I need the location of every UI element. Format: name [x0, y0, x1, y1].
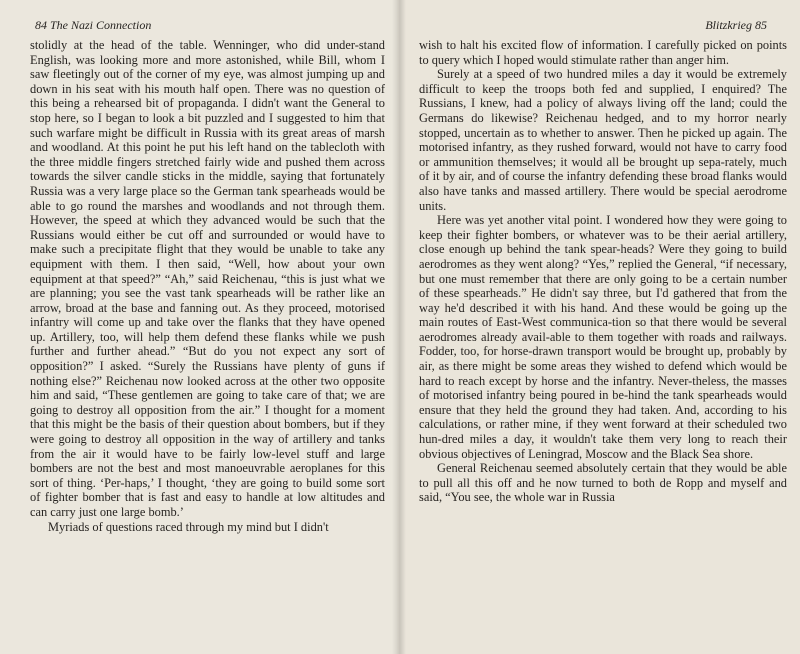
right-page-header: Blitzkrieg 85	[705, 18, 767, 32]
right-page-body	[419, 38, 787, 505]
left-page	[0, 0, 397, 654]
paragraph: Myriads of questions raced through my mind but I didn't	[48, 519, 329, 534]
paragraph: Here was yet another vital point. I wondered how they were going to keep their fighter bombers, or whatever was to be their aerial artillery, close enough up behind the tank spear-heads? Were they going to build aerodromes as they went along? “Yes,” replied the General, “if necessary, but one must remember that there are only going to be a certain number of these spearheads.” He didn't say three, but I'd gathered that from the way he'd described it with his hand. And these would be going up the main routes of East-West communica-tion so that there would be several aerodromes already avail-able to them together with roads and railways. Fodder, too, for horse-drawn transport would be brought up, probably by air, as there might be some areas they wished to defend which would be hard to reach except by horse and the infantry. Never-theless, the masses of motorised infantry being poured in be-hind the tank spearheads would ensure that they held the ground they had taken. And, according to his calculations, or rather mine, if they went forward at their scheduled two hun-dred miles a day, it wouldn't take them very long to reach their obvious objectives of Leningrad, Moscow and the Black Sea shore.	[419, 213, 787, 461]
paragraph: General Reichenau seemed absolutely certain that they would be able to pull all this off and he now turned to both de Ropp and myself and said, “You see, the whole war in Russia	[419, 461, 787, 505]
book-gutter	[392, 0, 406, 654]
paragraph: Surely at a speed of two hundred miles a day it would be extremely difficult to keep the troops both fed and supplied, I enquired? The Russians, I knew, had a policy of always living off the land; could the Germans do likewise? Reichenau hedged, and to my horror nearly stopped, uncertain as to whether to answer. Then he picked up again. The motorised infantry, as they rushed forward, would not have to carry food or ammunition themselves; it would all be brought up sepa-rately, much of it by air, and of course the infantry defending these broad flanks would also have tanks and massed artillery. There would be special aerodrome units.	[419, 67, 787, 213]
right-page	[397, 0, 800, 654]
paragraph: stolidly at the head of the table. Wenninger, who did under-stand English, was looking more and more astonished, while Bill, whom I saw fleetingly out of the corner of my eye, was almost jumping up and down in his seat with his mouth half open. There was no question of this being a rehearsed bit of propaganda. I didn't want the General to stop here, so I began to look a bit puzzled and I suggested to him that such warfare might be difficult in Russia with its great areas of marsh and woodland. At this point he put his left hand on the tablecloth with the three middle fingers stretched fairly wide and pushed them across towards the silver candle sticks in the middle, saying that fortunately Russia was a very large place so the German tank spearheads would be able to go round the marshes and woodlands and not through them. However, the speed at which they advanced would be such that the Russians would either be cut off and surrounded or would have to make such a precipitate flight that they would be unable to take any equipment with them. I then said, “Well, how about your own equipment at that speed?” “Ah,” said Reichenau, “this is just what we are planning; you see the vast tank spearheads will be rather like an arrow, broad at the base and fanning out. As they proceed, motorised infantry will come up and take over the flanks that they have opened up. Artillery, too, will help them defend these flanks while we push further and further ahead.” “But do you not expect any sort of opposition?” I asked. “Surely the Russians have plenty of guns if nothing else?” Reichenau now looked across at the other two opposite him and said, “These gentlemen are going to take care of that; we are going to destroy all opposition from the air.” I thought for a moment that this might be the basis of their question about bombers, but if they were going to destroy all opposition in the way of artillery and tanks from the air it would have to be fairly low-level stuff and large bombers are not the best and most manoeuvrable aeroplanes for this sort of thing. ‘Per-haps,’ I thought, ‘they are going to build some sort of fighter bomber that is fast and easy to handle at low altitudes and can carry just one large bomb.’	[30, 38, 385, 519]
left-page-body	[30, 38, 385, 534]
left-page-header: 84 The Nazi Connection	[35, 18, 152, 32]
paragraph: wish to halt his excited flow of information. I carefully picked on points to query which I hoped would stimulate rather than anger him.	[419, 38, 787, 67]
